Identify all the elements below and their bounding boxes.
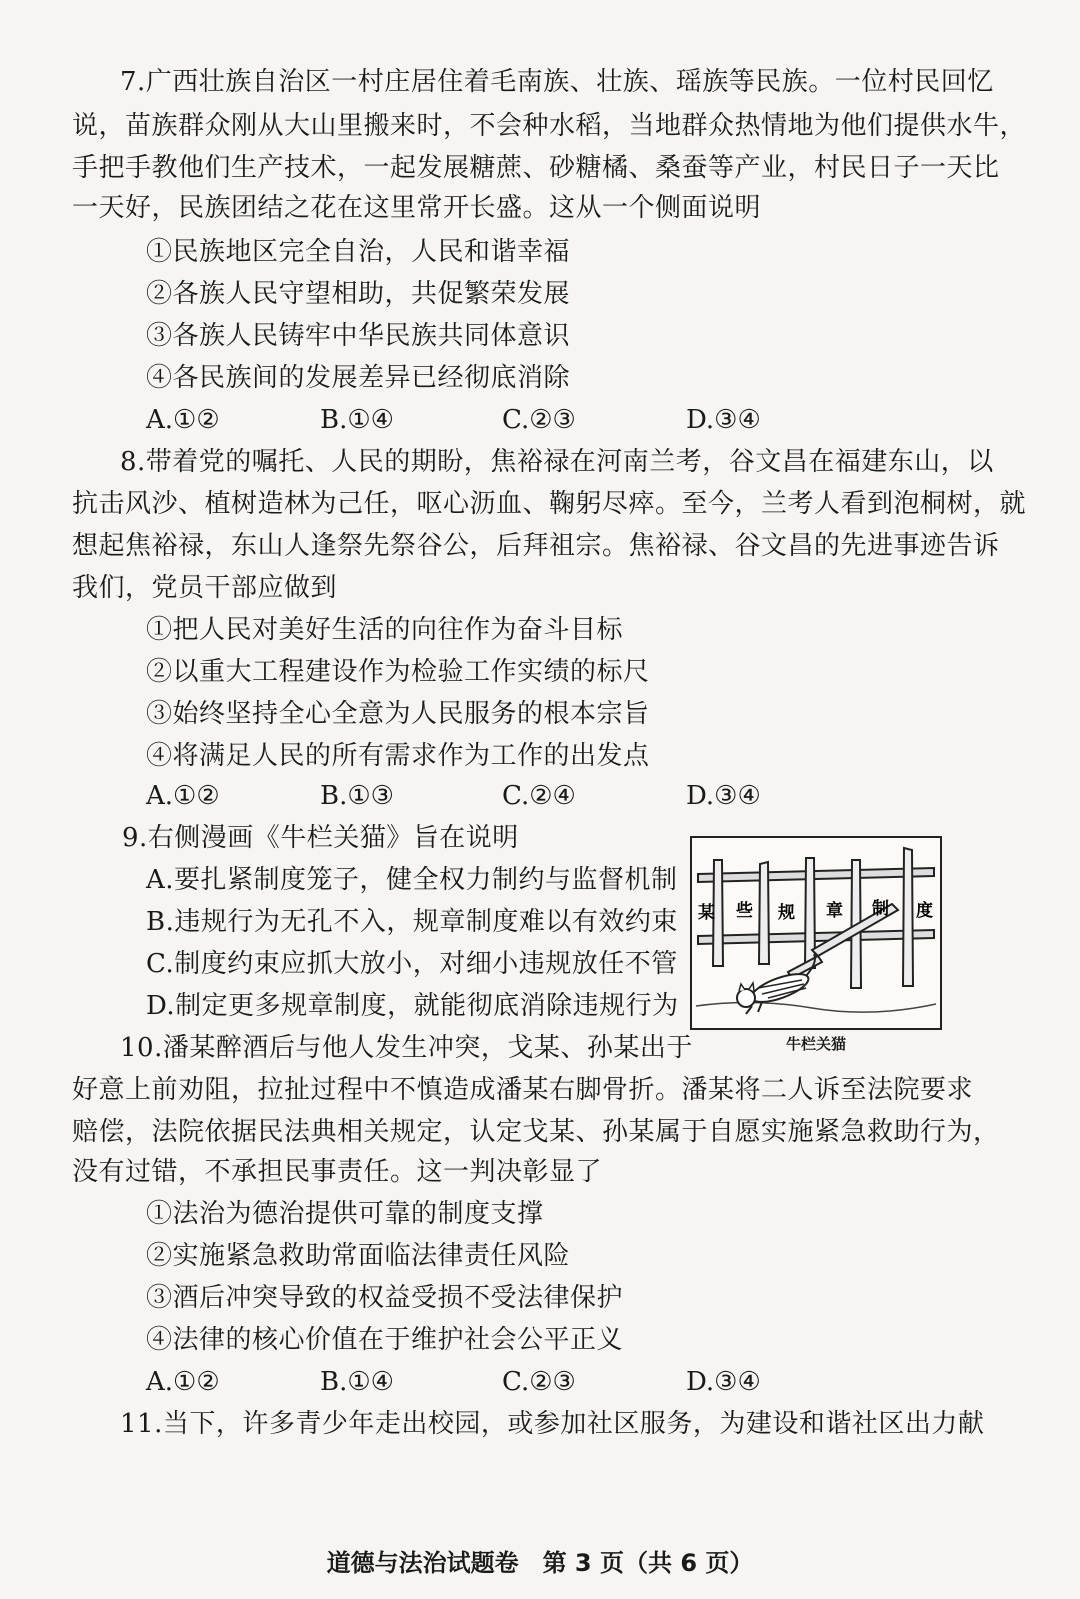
q8-option-2: ②以重大工程建设作为检验工作实绩的标尺 bbox=[146, 657, 650, 687]
q9-option-c: C.制度约束应抓大放小，对细小违规放任不管 bbox=[146, 949, 678, 979]
q8-stem-line-1: 8.带着党的嘱托、人民的期盼，焦裕禄在河南兰考，谷文昌在福建东山，以 bbox=[120, 447, 994, 477]
fence-top-rail bbox=[698, 868, 934, 882]
q8-stem-line-3: 想起焦裕禄，东山人逢祭先祭谷公，后拜祖宗。焦裕禄、谷文昌的先进事迹告诉 bbox=[72, 531, 1000, 561]
cartoon-illustration bbox=[692, 838, 940, 1028]
q8-choice-d: D.③④ bbox=[686, 781, 761, 811]
q7-choice-b: B.①④ bbox=[320, 405, 394, 435]
q9-option-b: B.违规行为无孔不入，规章制度难以有效约束 bbox=[146, 907, 678, 937]
q10-choice-c: C.②③ bbox=[502, 1367, 576, 1397]
q7-stem-line-1: 7.广西壮族自治区一村庄居住着毛南族、壮族、瑶族等民族。一位村民回忆 bbox=[120, 67, 994, 97]
q10-option-4: ④法律的核心价值在于维护社会公平正义 bbox=[146, 1325, 624, 1355]
q8-stem-line-4: 我们，党员干部应做到 bbox=[72, 573, 338, 603]
q8-choices bbox=[146, 780, 846, 812]
fence-label-4: 章 bbox=[826, 901, 843, 921]
q8-choice-b: B.①③ bbox=[320, 781, 394, 811]
fence-bottom-rail bbox=[698, 930, 934, 944]
q8-option-1: ①把人民对美好生活的向往作为奋斗目标 bbox=[146, 615, 624, 645]
q9-option-d: D.制定更多规章制度，就能彻底消除违规行为 bbox=[146, 991, 679, 1021]
q7-option-2: ②各族人民守望相助，共促繁荣发展 bbox=[146, 279, 571, 309]
fence-post-5 bbox=[903, 848, 913, 986]
cartoon-caption: 牛栏关猫 bbox=[785, 1035, 846, 1053]
fence-label-5: 制 bbox=[872, 899, 889, 919]
q10-stem-line-3: 赔偿，法院依据民法典相关规定，认定戈某、孙某属于自愿实施紧急救助行为， bbox=[72, 1117, 1000, 1147]
q7-choices bbox=[146, 404, 846, 436]
q10-choices bbox=[146, 1366, 846, 1398]
q8-option-3: ③始终坚持全心全意为人民服务的根本宗旨 bbox=[146, 699, 650, 729]
q10-option-3: ③酒后冲突导致的权益受损不受法律保护 bbox=[146, 1283, 624, 1313]
fence-label-3: 规 bbox=[778, 903, 795, 923]
q7-option-1: ①民族地区完全自治，人民和谐幸福 bbox=[146, 237, 571, 267]
q10-option-2: ②实施紧急救助常面临法律责任风险 bbox=[146, 1241, 571, 1271]
fence-label-2: 些 bbox=[736, 901, 753, 921]
q9-stem: 9.右侧漫画《牛栏关猫》旨在说明 bbox=[122, 823, 519, 853]
q10-choice-d: D.③④ bbox=[686, 1367, 761, 1397]
q10-option-1: ①法治为德治提供可靠的制度支撑 bbox=[146, 1199, 544, 1229]
fence-label-1: 某 bbox=[698, 903, 715, 923]
q7-option-3: ③各族人民铸牢中华民族共同体意识 bbox=[146, 321, 571, 351]
q10-stem-line-2: 好意上前劝阻，拉扯过程中不慎造成潘某右脚骨折。潘某将二人诉至法院要求 bbox=[72, 1075, 974, 1105]
q7-stem-line-3: 手把手教他们生产技术，一起发展糖蔗、砂糖橘、桑蚕等产业，村民日子一天比 bbox=[72, 153, 1000, 183]
ground-line bbox=[696, 1002, 936, 1012]
q7-stem-line-4: 一天好，民族团结之花在这里常开长盛。这从一个侧面说明 bbox=[72, 193, 762, 223]
q7-choice-a: A.①② bbox=[146, 405, 220, 435]
q10-stem-line-1: 10.潘某醉酒后与他人发生冲突，戈某、孙某出于 bbox=[120, 1033, 693, 1063]
q8-choice-a: A.①② bbox=[146, 781, 220, 811]
q11-stem-line-1: 11.当下，许多青少年走出校园，或参加社区服务，为建设和谐社区出力献 bbox=[120, 1409, 985, 1439]
q8-choice-c: C.②④ bbox=[502, 781, 576, 811]
q7-choice-d: D.③④ bbox=[686, 405, 761, 435]
fence-label-6: 度 bbox=[916, 901, 933, 921]
fence-post-2 bbox=[759, 862, 769, 964]
q8-option-4: ④将满足人民的所有需求作为工作的出发点 bbox=[146, 741, 650, 771]
q10-stem-line-4: 没有过错，不承担民事责任。这一判决彰显了 bbox=[72, 1157, 603, 1187]
q8-stem-line-2: 抗击风沙、植树造林为己任，呕心沥血、鞠躬尽瘁。至今，兰考人看到泡桐树，就 bbox=[72, 489, 1027, 519]
q10-choice-a: A.①② bbox=[146, 1367, 220, 1397]
q7-stem-line-2: 说，苗族群众刚从大山里搬来时，不会种水稻，当地群众热情地为他们提供水牛， bbox=[72, 111, 1027, 141]
q7-option-4: ④各民族间的发展差异已经彻底消除 bbox=[146, 363, 571, 393]
q10-choice-b: B.①④ bbox=[320, 1367, 394, 1397]
q7-choice-c: C.②③ bbox=[502, 405, 576, 435]
cartoon-cow-pen-cat bbox=[690, 836, 942, 1030]
q9-option-a: A.要扎紧制度笼子，健全权力制约与监督机制 bbox=[146, 865, 678, 895]
page-footer: 道德与法治试题卷 第 3 页（共 6 页） bbox=[326, 1549, 754, 1577]
